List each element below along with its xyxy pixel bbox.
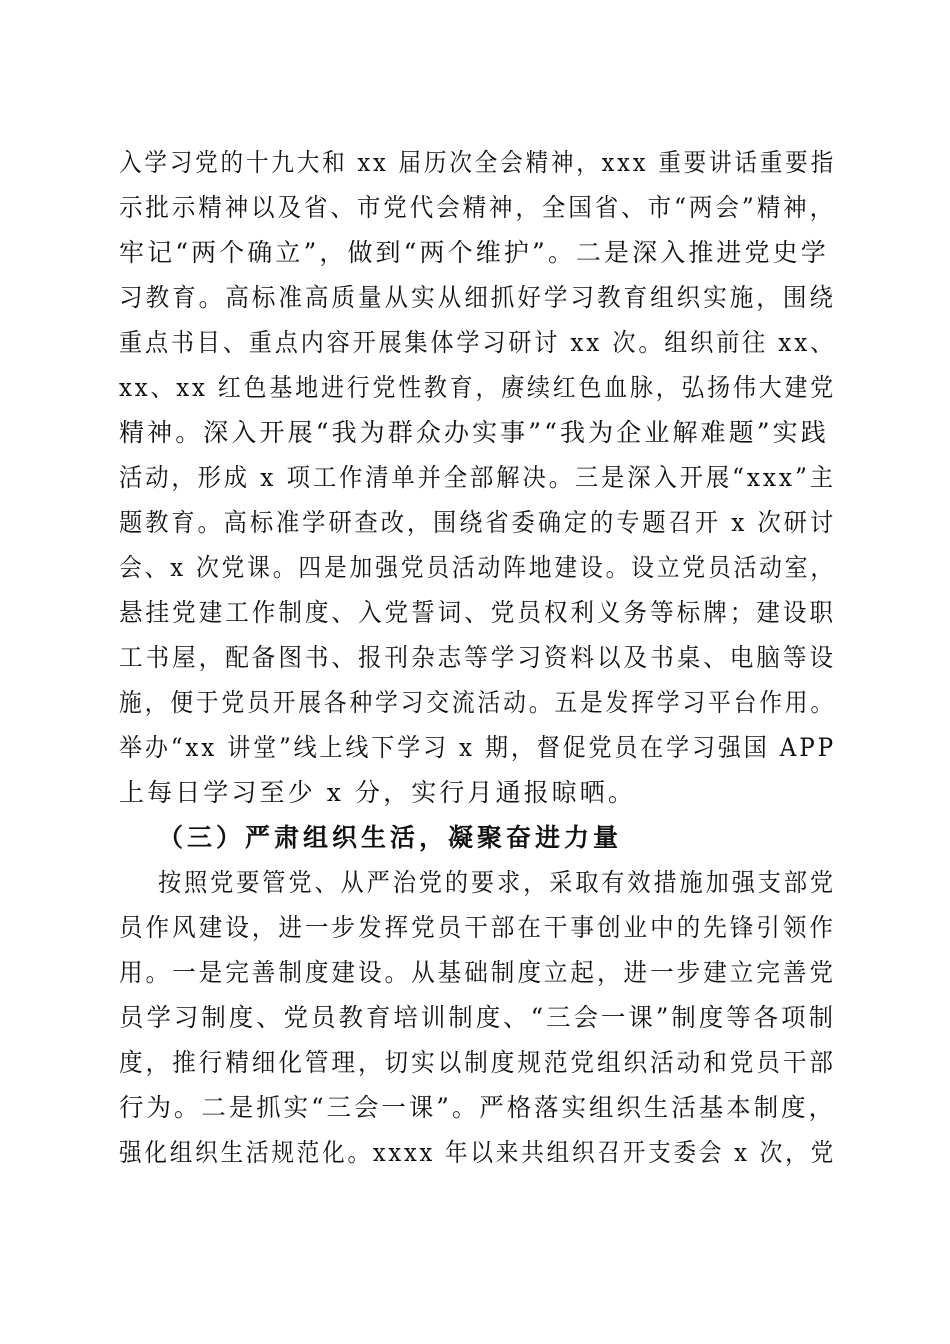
body-text-line: 工书屋，配备图书、报刊杂志等学习资料以及书桌、电脑等设: [119, 643, 836, 672]
body-text-line: 重点书目、重点内容开展集体学习研讨 xx 次。组织前往 xx、: [119, 328, 837, 357]
body-text-line: 入学习党的十九大和 xx 届历次全会精神，xxx 重要讲话重要指: [119, 148, 836, 177]
body-text-line: 活动，形成 x 项工作清单并全部解决。三是深入开展“xxx”主: [119, 463, 836, 492]
body-text-line: 强化组织生活规范化。xxxx 年以来共组织召开支委会 x 次，党: [119, 1138, 836, 1167]
body-text-line: 悬挂党建工作制度、入党誓词、党员权利义务等标牌；建设职: [119, 598, 836, 627]
body-text-line: 行为。二是抓实“三会一课”。严格落实组织生活基本制度，: [119, 1093, 837, 1122]
body-text-line: 员学习制度、党员教育培训制度、“三会一课”制度等各项制: [119, 1003, 837, 1032]
body-text-line: 举办“xx 讲堂”线上线下学习 x 期，督促党员在学习强国 APP: [119, 733, 836, 762]
body-text-line: 施，便于党员开展各种学习交流活动。五是发挥学习平台作用。: [119, 688, 837, 717]
body-text-line: 示批示精神以及省、市党代会精神，全国省、市“两会”精神，: [119, 193, 837, 222]
body-text-line: 牢记“两个确立”，做到“两个维护”。二是深入推进党史学: [119, 238, 829, 267]
body-text-line: xx、xx 红色基地进行党性教育，赓续红色血脉，弘扬伟大建党: [119, 373, 837, 402]
section-heading: （三）严肃组织生活，凝聚奋进力量: [158, 823, 623, 852]
body-text-line: 上每日学习至少 x 分，实行月通报晾晒。: [119, 778, 636, 807]
body-text-line: 习教育。高标准高质量从实从细抓好学习教育组织实施，围绕: [119, 283, 836, 312]
body-text-line: 度，推行精细化管理，切实以制度规范党组织活动和党员干部: [119, 1048, 836, 1077]
body-text-line: 按照党要管党、从严治党的要求，采取有效措施加强支部党: [158, 868, 837, 897]
body-text-line: 会、x 次党课。四是加强党员活动阵地建设。设立党员活动室，: [119, 553, 836, 582]
body-text-line: 员作风建设，进一步发挥党员干部在干事创业中的先锋引领作: [119, 913, 836, 942]
body-text-line: 用。一是完善制度建设。从基础制度立起，进一步建立完善党: [119, 958, 836, 987]
body-text-line: 精神。深入开展“我为群众办实事”“我为企业解难题”实践: [119, 418, 829, 447]
body-text-line: 题教育。高标准学研查改，围绕省委确定的专题召开 x 次研讨: [119, 508, 837, 537]
